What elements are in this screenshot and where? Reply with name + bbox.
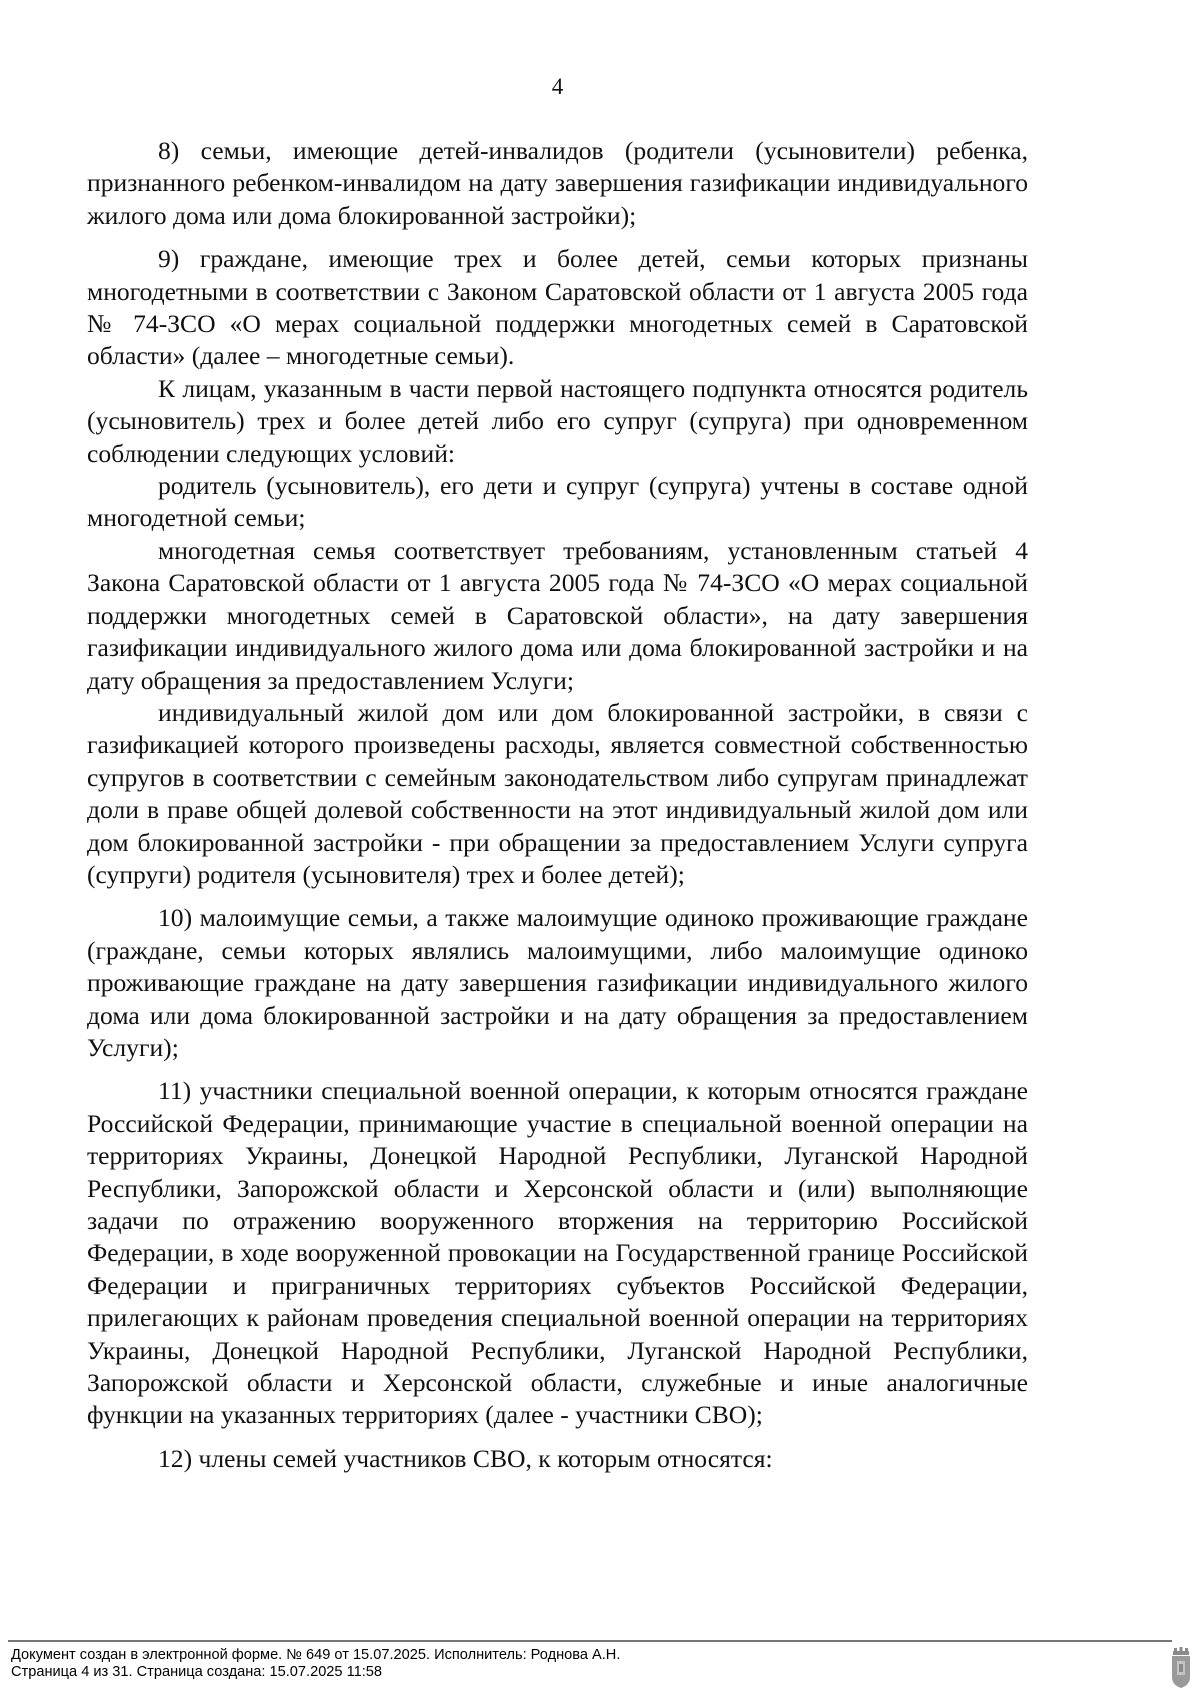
paragraph-item-8: 8) семьи, имеющие детей-инвалидов (родители (усыновители) ребенка, признанного ребенком-инвалидом на дату завершения газификации индивидуального жилого дома или дома блокированной застройки); [87, 136, 1028, 230]
page-number: 4 [551, 74, 564, 99]
paragraph-item-12: 12) члены семей участников СВО, к которым относятся: [158, 1443, 773, 1473]
paragraph-condition-1: родитель (усыновитель), его дети и супруг (супруга) учтены в составе одной многодетной семьи; [87, 471, 1028, 533]
document-footer [11, 1647, 620, 1681]
paragraph-condition-3: индивидуальный жилой дом или дом блокированной застройки, в связи с газификацией которого произведены расходы, является совместной собственностью супругов в соответствии с семейным законодательством либо супругам принадлежат доли в праве общей долевой собственности на этот индивидуальный жилой дом или дом блокированной застройки - при обращении за предоставлением Услуги супруга (супруги) родителя (усыновителя) трех и более детей); [87, 697, 1028, 889]
paragraph-condition-2: многодетная семья соответствует требованиям, установленным статьей 4 Закона Саратовской области от 1 августа 2005 года № 74-ЗСО «О мерах социальной поддержки многодетных семей в Саратовской области», на дату завершения газификации индивидуального жилого дома или дома блокированной застройки и на дату обращения за предоставлением Услуги; [87, 535, 1028, 695]
paragraph-item-10: 10) малоимущие семьи, а также малоимущие одиноко проживающие граждане (граждане, семьи которых являлись малоимущими, либо малоимущие одиноко проживающие граждане на дату завершения газификации индивидуального жилого дома или дома блокированной застройки и на дату обращения за предоставлением Услуги); [87, 903, 1028, 1062]
document-body [87, 135, 1028, 1475]
paragraph-item-11: 11) участники специальной военной операции, к которым относятся граждане Российской Федерации, принимающие участие в специальной военной операции на территориях Украины, Донецкой Народной Республики, Луганской Народной Республики, Запорожской области и Херсонской области и (или) выполняющие задачи по отражению вооруженного вторжения на территорию Российской Федерации, в ходе вооруженной провокации на Государственной границе Российской Федерации и приграничных территориях субъектов Российской Федерации, прилегающих к районам проведения специальной военной операции на территориях Украины, Донецкой Народной Республики, Луганской Народной Республики, Запорожской области и Херсонской области, служебные и иные аналогичные функции на указанных территориях (далее - участники СВО); [87, 1076, 1028, 1430]
paragraph-persons-definition: К лицам, указанным в части первой настоящего подпункта относятся родитель (усыновитель) трех и более детей либо его супруг (супруга) при одновременном соблюдении следующих условий: [87, 373, 1028, 468]
coat-of-arms-icon [1171, 1647, 1191, 1689]
paragraph-item-9: 9) граждане, имеющие трех и более детей, семьи которых признаны многодетными в соответствии с Законом Саратовской области от 1 августа 2005 года № 74-ЗСО «О мерах социальной поддержки многодетных семей в Саратовской области» (далее – многодетные семьи). [87, 244, 1028, 371]
footer-page-info: Страница 4 из 31. Страница создана: 15.07.2025 11:58 [11, 1664, 383, 1680]
footer-document-info: Документ создан в электронной форме. № 649 от 15.07.2025. Исполнитель: Роднова А.Н. [11, 1647, 621, 1663]
footer-divider [8, 1640, 1172, 1642]
